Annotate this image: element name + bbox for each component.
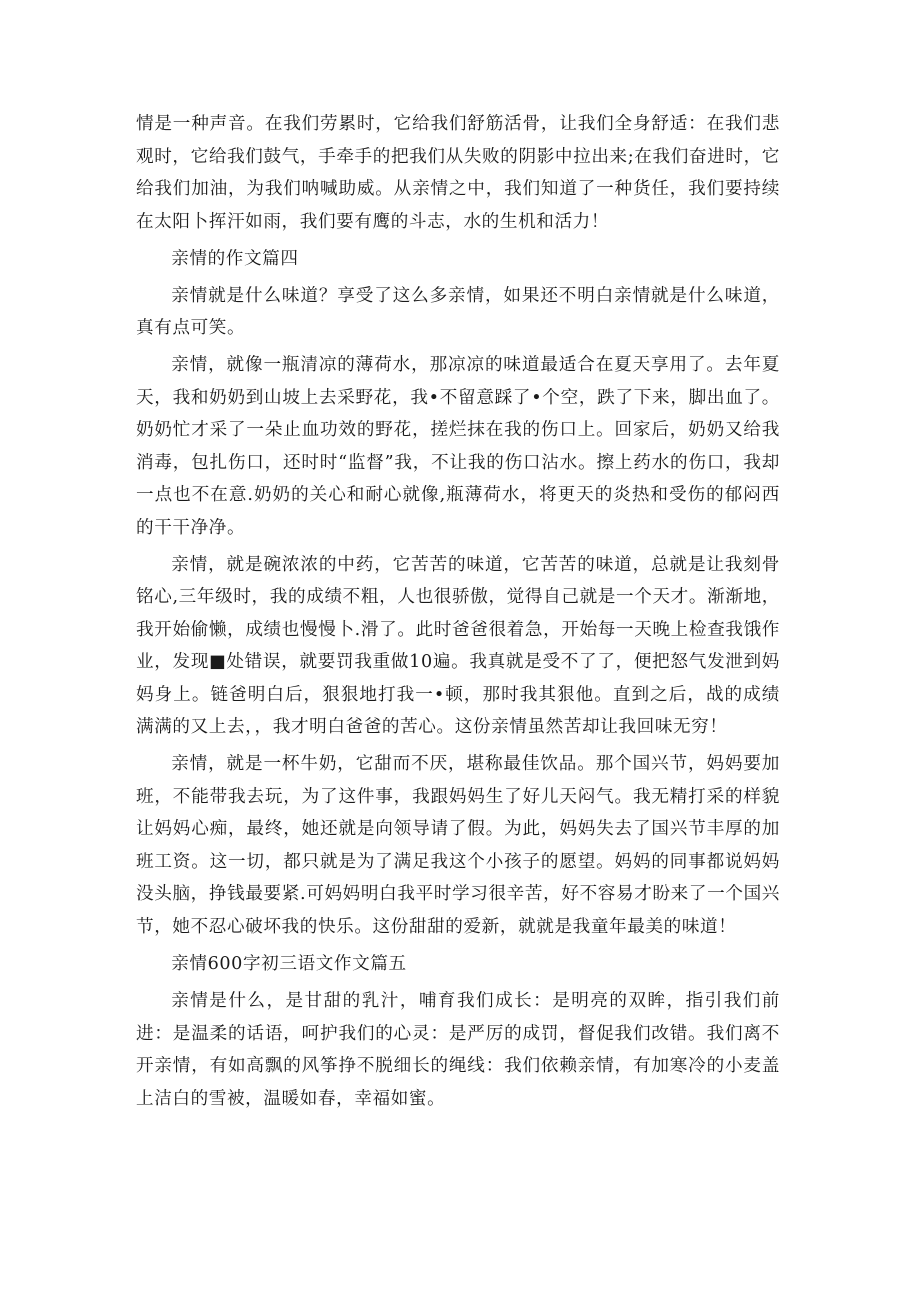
paragraph: 亲情是什么，是甘甜的乳汁，哺育我们成长：是明亮的双眸，指引我们前进：是温柔的话语，呵护我们的心灵：是严厉的成罚，督促我们改错。我们离不开亲情，有如高飘的风筝挣不脱细长的绳线：我们依赖亲情，有加寒冷的小麦盖上洁白的雪被，温暖如春，幸福如蜜。 (136, 991, 780, 1109)
paragraph: 亲情，就是一杯牛奶，它甜而不厌，堪称最佳饮品。那个国兴节，妈妈要加班，不能带我去玩，为了这件事，我跟妈妈生了好儿天闷气。我无精打采的样貌让妈妈心痴，最终，她还就是向领导请了假。为此，妈妈失去了国兴节丰厚的加班工资。这一切，都只就是为了满足我这个小孩子的愿望。妈妈的同事都说妈妈没头脑，挣钱最要紧.可妈妈明白我平时学习很辛苦，好不容易才盼来了一个国兴节，她不忍心破坏我的快乐。这份甜甜的爱新，就就是我童年最美的味道！ (136, 754, 780, 937)
paragraph: 亲情就是什么味道？享受了这么多亲情，如果还不明白亲情就是什么味道，真有点可笑。 (136, 285, 780, 339)
document-page (136, 108, 780, 1120)
paragraph: 亲情，就是碗浓浓的中药，它苦苦的味道，它苦苦的味道，总就是让我刻骨铭心,三年级时，我的成绩不粗，人也很骄傲，觉得自己就是一个天才。渐渐地，我开始偷懒，成绩也慢慢卜.滑了。此时爸爸很着急，开始每一天晚上检查我饿作业，发现■处错误，就要罚我重做10遍。我真就是受不了了，便把怒气发泄到妈妈身上。链爸明白后，狠狠地打我一•顿，那时我其狠他。直到之后，战的成绩满满的又上去，，我才明白爸爸的苦心。这份亲情虽然苦却让我回味无穷！ (136, 554, 780, 738)
section-heading-5: 亲情600字初三语文作文篇五 (171, 954, 407, 975)
section-heading-4: 亲情的作文篇四 (171, 248, 299, 269)
paragraph-continued: 情是一种声音。在我们劳累时，它给我们舒筋活骨，让我们全身舒适：在我们悲观时，它给我们鼓气，手牵手的把我们从失败的阴影中拉出来;在我们奋进时，它给我们加油，为我们呐喊助威。从亲情之中，我们知道了一种货任，我们要持续在太阳卜挥汗如雨，我们要有鹰的斗志，水的生机和活力！ (136, 114, 780, 232)
paragraph: 亲情，就像一瓶清凉的薄荷水，那凉凉的味道最适合在夏天享用了。去年夏天，我和奶奶到山坡上去采野花，我•不留意踩了•个空，跌了下来，脚出血了。奶奶忙才采了一朵止血功效的野花，搓烂抹在我的伤口上。回家后，奶奶又给我消毒，包扎伤口，还时时“监督”我，不让我的伤口沾水。擦上药水的伤口，我却一点也不在意.奶奶的关心和耐心就像,瓶薄荷水，将更天的炎热和受伤的郁闷西的干干净净。 (136, 355, 780, 538)
